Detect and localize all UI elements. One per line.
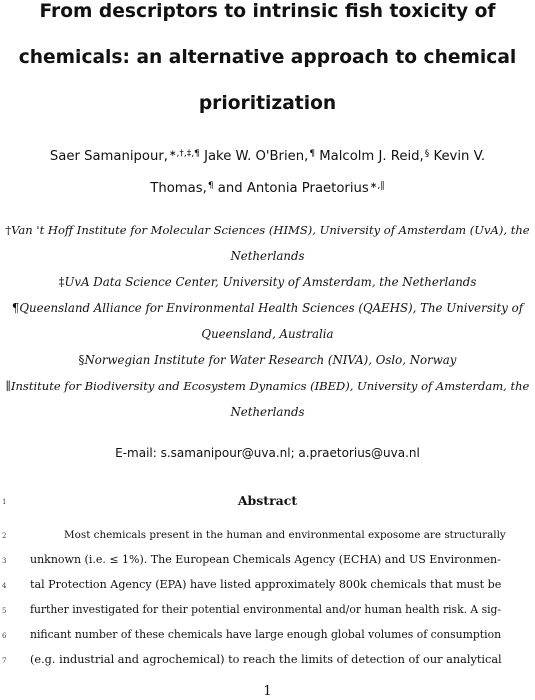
affiliation-text: Netherlands [230, 249, 305, 263]
line-number: 6 [2, 632, 7, 640]
author-affil-marks: ∗,∥ [369, 181, 385, 191]
affiliation-text: Institute for Biodiversity and Ecosystem Dynamics (IBED), University of Amsterdam, the [10, 379, 530, 393]
title-line: prioritization [198, 93, 337, 114]
paper-title [0, 0, 535, 134]
affiliation-line [0, 351, 535, 377]
abstract-line: nificant number of these chemicals have large enough global volumes of consumption [30, 628, 502, 641]
affiliation-line [0, 325, 535, 351]
line-number: 5 [2, 607, 7, 615]
title-line: chemicals: an alternative approach to chemical [18, 47, 517, 68]
author-name: Kevin V. [433, 149, 486, 164]
affiliation-text: Van 't Hoff Institute for Molecular Sciences (HIMS), University of Amsterdam (UvA), the [11, 223, 530, 237]
abstract-line: unknown (i.e. ≤ 1%). The European Chemicals Agency (ECHA) and US Environmen- [30, 553, 501, 566]
affiliation-symbol: ‡ [58, 275, 65, 289]
author-affil-marks: ¶ [207, 181, 214, 191]
author-line [0, 146, 535, 178]
title-line: From descriptors to intrinsic fish toxicity of [39, 1, 496, 22]
affiliation-line [0, 299, 535, 325]
author-line [0, 178, 535, 210]
author-name: Saer Samanipour, [49, 149, 168, 164]
author-affil-marks: ¶ [309, 149, 316, 159]
affiliation-line [0, 273, 535, 299]
affiliation-text: Netherlands [230, 405, 305, 419]
page-number: 1 [263, 684, 272, 699]
affiliations [0, 221, 535, 429]
author-name: Malcolm J. Reid, [319, 149, 424, 164]
author-list [0, 146, 535, 210]
abstract-line: further investigated for their potential environmental and/or human health risk. A sig- [30, 603, 502, 616]
abstract-line: (e.g. industrial and agrochemical) to reach the limits of detection of our analytical [30, 653, 502, 666]
line-number: 3 [2, 557, 7, 565]
affiliation-text: Queensland, Australia [201, 327, 334, 341]
affiliation-symbol: ¶ [11, 301, 20, 315]
affiliation-text: Norwegian Institute for Water Research (NIVA), Oslo, Norway [84, 353, 457, 367]
affiliation-symbol: † [5, 223, 12, 237]
abstract-line: Most chemicals present in the human and environmental exposome are structurally [64, 529, 506, 541]
contact-email[interactable]: E-mail: s.samanipour@uva.nl; a.praetorius@uva.nl [115, 446, 420, 460]
author-name: and Antonia Praetorius [217, 181, 369, 196]
affiliation-line [0, 221, 535, 247]
author-name: Thomas, [150, 181, 207, 196]
affiliation-symbol: § [78, 353, 85, 367]
affiliation-text: UvA Data Science Center, University of Amsterdam, the Netherlands [64, 275, 477, 289]
line-number: 2 [2, 532, 7, 540]
author-name: Jake W. O'Brien, [204, 149, 309, 164]
affiliation-symbol: ∥ [5, 379, 11, 393]
affiliation-text: Queensland Alliance for Environmental Health Sciences (QAEHS), The University of [19, 301, 524, 315]
abstract-heading: Abstract [237, 493, 298, 508]
author-affil-marks: ∗,†,‡,¶ [169, 149, 200, 159]
line-number: 1 [2, 498, 7, 506]
affiliation-line [0, 403, 535, 429]
affiliation-line [0, 247, 535, 273]
abstract-line: tal Protection Agency (EPA) have listed approximately 800k chemicals that must be [30, 578, 502, 591]
line-number: 7 [2, 657, 7, 665]
author-affil-marks: § [424, 149, 430, 159]
line-number: 4 [2, 582, 7, 590]
affiliation-line [0, 377, 535, 403]
